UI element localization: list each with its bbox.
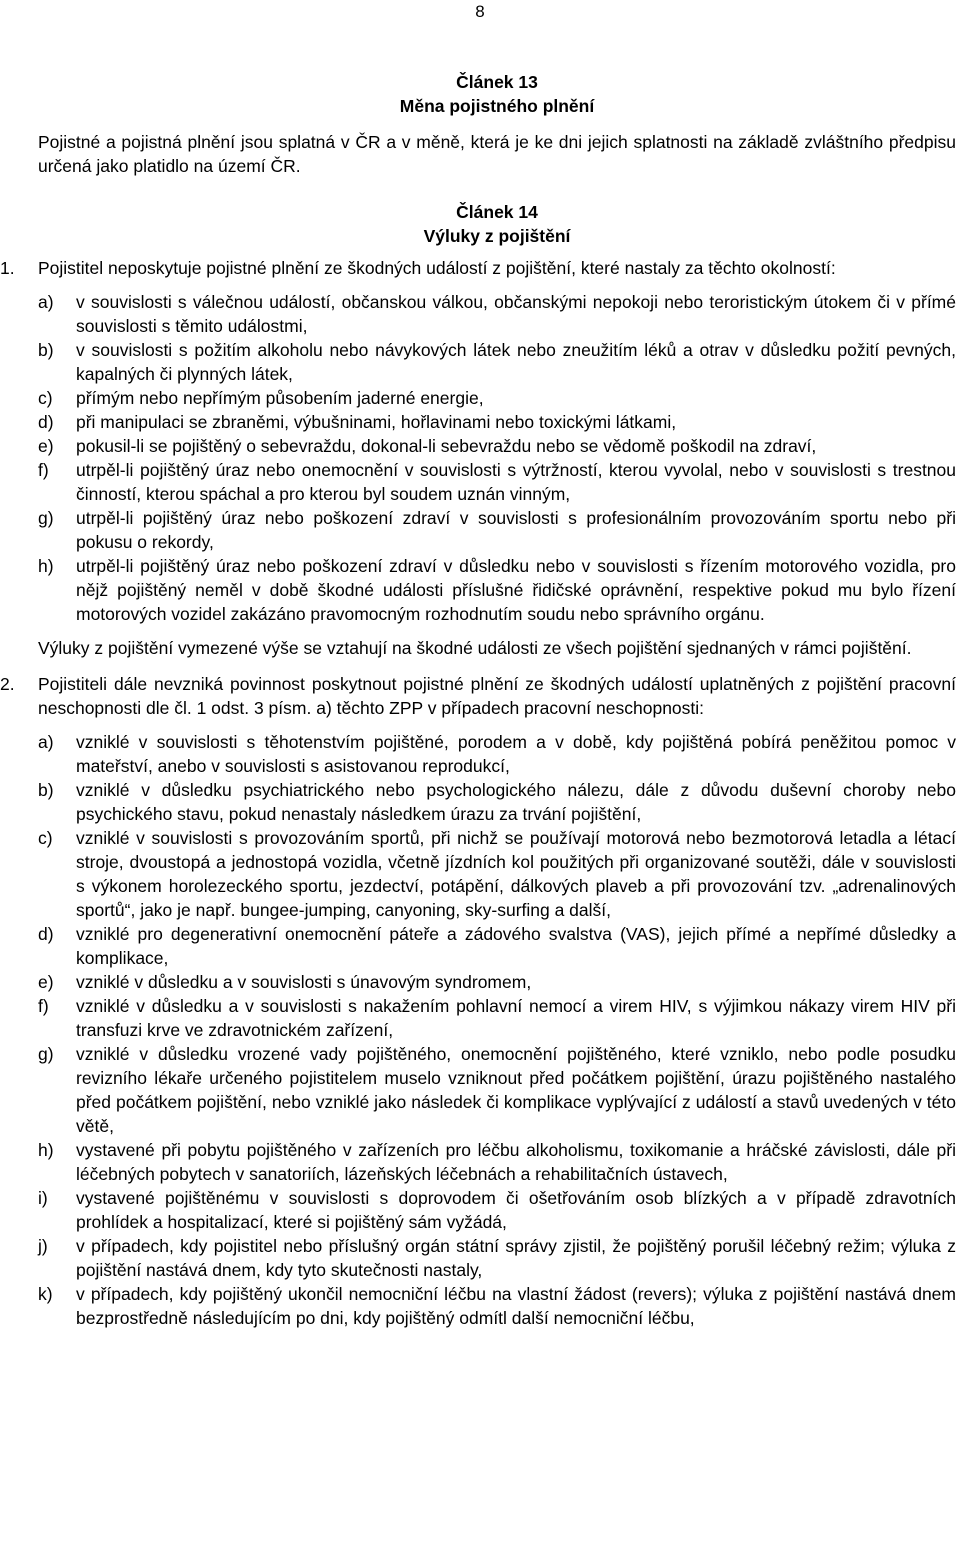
list-item-marker: e) [38,972,54,992]
list-item [38,730,956,778]
list-item [38,554,956,626]
list-item [38,994,956,1042]
article-13-subtitle: Měna pojistného plnění [399,96,595,116]
list-item [38,338,956,386]
list-item-marker: h) [38,556,54,576]
list-item-marker: f) [38,996,49,1016]
paragraph-1 [0,256,956,280]
list-item [38,922,956,970]
list-item-text: přímým nebo nepřímým působením jaderné energie, [76,388,484,408]
list-item-marker: k) [38,1284,53,1304]
list-item [38,506,956,554]
list-item-text: vzniklé v souvislosti s provozováním sportů, při nichž se používají motorová nebo bezmotorová letadla a létací stroje, dvoustopá a jednostopá vozidla, včetně jízdních kol použitých při organizované soutěži, dále v souvislosti s výkonem horolezeckého sportu, jezdectví, potápění, dálkových plaveb a při provozování tzv. „adrenalinových sportů“, jako je např. bungee-jumping, canyoning, sky-surfing a další, [76,828,956,920]
list-item-text: utrpěl-li pojištěný úraz nebo poškození zdraví v důsledku nebo v souvislosti s řízením motorového vozidla, pro nějž pojištěný neměl v době škodné události příslušné řidičské oprávnění, respektive pokud mu bylo řízení motorových vozidel zakázáno pravomocným rozhodnutím soudu nebo správního orgánu. [76,556,956,624]
list-item-text: v souvislosti s válečnou událostí, občanskou válkou, občanskými nepokoji nebo teroristickým útokem či v přímé souvislosti s těmito událostmi, [76,292,956,336]
list-item-text: vzniklé v důsledku psychiatrického nebo psychologického nálezu, dále z důvodu duševní choroby nebo psychického stavu, pokud nenastaly následkem úrazu za trvání pojištění, [76,780,956,824]
article-13-title: Článek 13 [456,72,538,92]
paragraph-1-closing: Výluky z pojištění vymezené výše se vztahují na škodné události ze všech pojištění sjednaných v rámci pojištění. [38,638,912,658]
list-item-text: vystavené při pobytu pojištěného v zařízeních pro léčbu alkoholismu, toxikomanie a hráčské závislosti, dále při léčebných pobytech v sanatoriích, lázeňských léčebnách a rehabilitačních ústavech, [76,1140,956,1184]
list-item [38,410,956,434]
paragraph-2 [0,672,956,720]
list-item-marker: a) [38,292,54,312]
list-item-marker: d) [38,924,54,944]
list-item [38,1282,956,1330]
list-item [38,458,956,506]
list-item-text: v případech, kdy pojistitel nebo příslušný orgán státní správy zjistil, že pojištěný porušil léčebný režim; výluka z pojištění nastává dnem, kdy tyto skutečnosti nastaly, [76,1236,956,1280]
document-body [0,70,956,1330]
article-14-subtitle: Výluky z pojištění [423,226,571,246]
list-item-text: vzniklé v souvislosti s těhotenstvím pojištěné, porodem a v době, kdy pojištěná pobírá peněžitou pomoc v mateřství, anebo v souvislosti s asistovanou reprodukcí, [76,732,956,776]
exclusions-list-1 [38,290,956,626]
list-item-text: utrpěl-li pojištěný úraz nebo onemocnění v souvislosti s výtržností, kterou vyvolal, nebo v souvislosti s trestnou činností, kterou spáchal a pro kterou byl soudem uznán vinným, [76,460,956,504]
list-item [38,1234,956,1282]
list-item-marker: a) [38,732,54,752]
list-item [38,1042,956,1138]
list-item-text: vzniklé v důsledku a v souvislosti s nakažením pohlavní nemocí a virem HIV, s výjimkou nákazy virem HIV při transfuzi krve ve zdravotnickém zařízení, [76,996,956,1040]
list-item-marker: e) [38,436,54,456]
list-item [38,434,956,458]
exclusions-list-2 [38,730,956,1330]
list-item-text: vzniklé v důsledku a v souvislosti s únavovým syndromem, [76,972,532,992]
list-item [38,970,956,994]
article-14 [0,200,956,1330]
list-item-text: vzniklé v důsledku vrozené vady pojištěného, onemocnění pojištěného, které vzniklo, nebo podle posudku revizního lékaře určeného pojistitelem muselo vzniknout před počátkem pojištění, úrazu pojištěného nastalého před počátkem pojištění, nebo vzniklé jako následek či komplikace vyplývající z událostí a stavů uvedených v této větě, [76,1044,956,1136]
list-item-marker: d) [38,412,54,432]
list-item [38,1138,956,1186]
article-14-title: Článek 14 [456,202,538,222]
list-item-marker: c) [38,388,53,408]
list-item-text: vystavené pojištěnému v souvislosti s doprovodem či ošetřováním osob blízkých a v případě zdravotních prohlídek a hospitalizací, které si pojištěný sám vyžádá, [76,1188,956,1232]
list-item [38,778,956,826]
list-item [38,826,956,922]
list-item-marker: j) [38,1236,48,1256]
list-item-text: v souvislosti s požitím alkoholu nebo návykových látek nebo zneužitím léků a otrav v důsledku požití pevných, kapalných či plynných látek, [76,340,956,384]
list-item-text: v případech, kdy pojištěný ukončil nemocniční léčbu na vlastní žádost (revers); výluka z pojištění nastává dnem bezprostředně následujícím po dni, kdy pojištěný odmítl další nemocniční léčbu, [76,1284,956,1328]
list-item [38,386,956,410]
list-item-text: utrpěl-li pojištěný úraz nebo poškození zdraví v souvislosti s profesionálním provozováním sportu nebo při pokusu o rekordy, [76,508,956,552]
list-item-text: vzniklé pro degenerativní onemocnění páteře a zádového svalstva (VAS), jejich přímé a nepřímé důsledky a komplikace, [76,924,956,968]
list-item-marker: c) [38,828,53,848]
list-item-marker: h) [38,1140,54,1160]
article-13 [38,70,956,178]
paragraph-2-intro: Pojistiteli dále nevzniká povinnost poskytnout pojistné plnění ze škodných událostí uplatněných z pojištění pracovní neschopnosti dle čl. 1 odst. 3 písm. a) těchto ZPP v případech pracovní neschopnosti: [38,674,956,718]
list-item-marker: g) [38,508,54,528]
list-item [38,290,956,338]
list-item [38,1186,956,1234]
list-item-marker: b) [38,780,54,800]
article-13-text: Pojistné a pojistná plnění jsou splatná v ČR a v měně, která je ke dni jejich splatnosti na základě zvláštního předpisu určená jako platidlo na území ČR. [38,132,956,176]
paragraph-2-number: 2. [0,674,15,694]
list-item-text: při manipulaci se zbraněmi, výbušninami, hořlavinami nebo toxickými látkami, [76,412,677,432]
paragraph-1-number: 1. [0,258,15,278]
paragraph-1-intro: Pojistitel neposkytuje pojistné plnění ze škodných událostí z pojištění, které nastaly za těchto okolností: [38,258,836,278]
list-item-marker: b) [38,340,54,360]
list-item-marker: g) [38,1044,54,1064]
list-item-text: pokusil-li se pojištěný o sebevraždu, dokonal-li sebevraždu nebo se vědomě poškodil na zdraví, [76,436,817,456]
list-item-marker: f) [38,460,49,480]
list-item-marker: i) [38,1188,48,1208]
page-number: 8 [475,2,485,21]
